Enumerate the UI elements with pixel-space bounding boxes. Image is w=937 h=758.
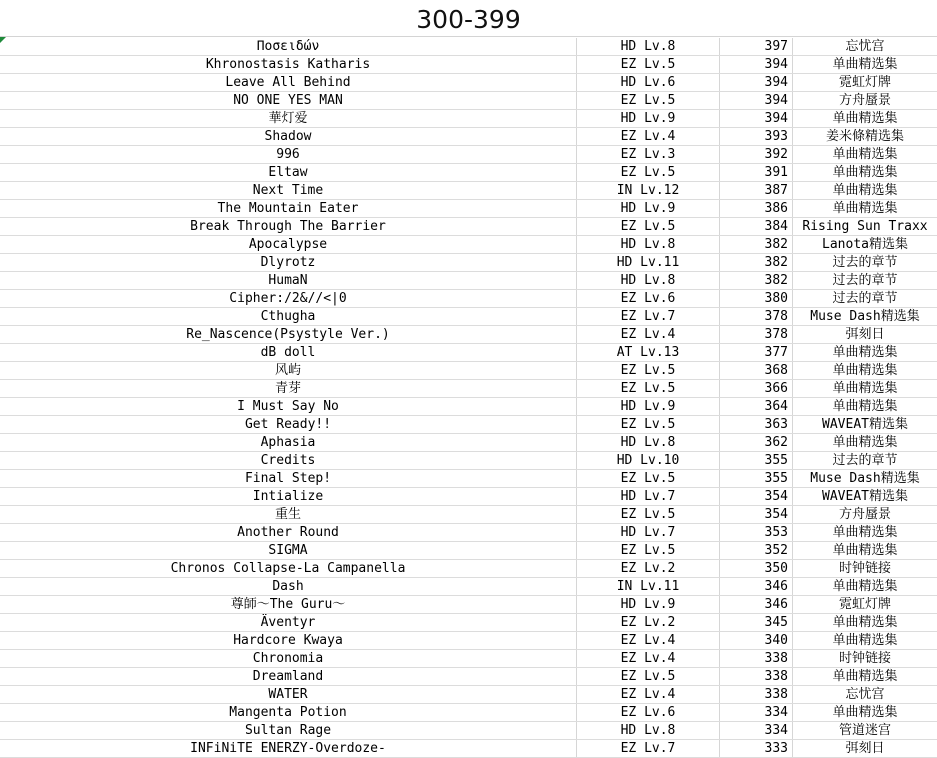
number-cell[interactable]: 355 bbox=[720, 470, 793, 487]
number-cell[interactable]: 338 bbox=[720, 686, 793, 703]
pack-cell[interactable]: 单曲精选集 bbox=[832, 543, 898, 558]
difficulty-cell[interactable]: HD Lv.9 bbox=[577, 200, 720, 217]
difficulty-cell[interactable]: EZ Lv.5 bbox=[577, 164, 720, 181]
song-cell[interactable]: 青芽 bbox=[0, 380, 577, 397]
difficulty-cell[interactable]: HD Lv.8 bbox=[577, 236, 720, 253]
difficulty-cell[interactable]: EZ Lv.2 bbox=[577, 560, 720, 577]
difficulty-cell[interactable]: HD Lv.9 bbox=[577, 596, 720, 613]
table-row bbox=[0, 398, 937, 416]
song-cell[interactable]: Äventyr bbox=[0, 614, 577, 631]
difficulty-cell[interactable]: IN Lv.11 bbox=[577, 578, 720, 595]
table-row bbox=[0, 686, 937, 704]
song-cell[interactable]: Intialize bbox=[0, 488, 577, 505]
song-cell[interactable]: 996 bbox=[0, 146, 577, 163]
difficulty-cell[interactable]: HD Lv.10 bbox=[577, 452, 720, 469]
difficulty-cell[interactable]: HD Lv.11 bbox=[577, 254, 720, 271]
data-rows bbox=[0, 38, 937, 758]
number-cell[interactable]: 362 bbox=[720, 434, 793, 451]
pack-cell[interactable]: 忘忧宫 bbox=[845, 687, 885, 702]
number-cell[interactable]: 368 bbox=[720, 362, 793, 379]
song-cell[interactable]: Apocalypse bbox=[0, 236, 577, 253]
table-row bbox=[0, 488, 937, 506]
difficulty-cell[interactable]: EZ Lv.5 bbox=[577, 218, 720, 235]
song-cell[interactable]: Chronos Collapse-La Campanella bbox=[0, 560, 577, 577]
table-row bbox=[0, 326, 937, 344]
title-cell[interactable] bbox=[0, 0, 937, 37]
number-cell[interactable]: 334 bbox=[720, 704, 793, 721]
song-cell[interactable]: Get Ready!! bbox=[0, 416, 577, 433]
table-row bbox=[0, 110, 937, 128]
song-cell[interactable]: 華灯爱 bbox=[0, 110, 577, 127]
pack-cell[interactable]: 霓虹灯牌 bbox=[838, 597, 891, 612]
table-row bbox=[0, 542, 937, 560]
difficulty-cell[interactable]: EZ Lv.4 bbox=[577, 326, 720, 343]
difficulty-cell[interactable]: EZ Lv.5 bbox=[577, 56, 720, 73]
number-cell[interactable]: 378 bbox=[720, 308, 793, 325]
song-cell[interactable]: Re_Nascence(Psystyle Ver.) bbox=[0, 326, 577, 343]
number-cell[interactable]: 382 bbox=[720, 254, 793, 271]
difficulty-cell[interactable]: EZ Lv.5 bbox=[577, 92, 720, 109]
pack-cell[interactable]: 时钟链接 bbox=[838, 561, 891, 576]
song-cell[interactable]: 尊師～The Guru～ bbox=[0, 596, 577, 613]
number-cell[interactable]: 333 bbox=[720, 740, 793, 757]
pack-cell[interactable]: 单曲精选集 bbox=[832, 345, 898, 360]
pack-cell[interactable]: 单曲精选集 bbox=[832, 579, 898, 594]
difficulty-cell[interactable]: HD Lv.9 bbox=[577, 398, 720, 415]
pack-cell[interactable]: 过去的章节 bbox=[832, 273, 898, 288]
table-row bbox=[0, 362, 937, 380]
song-cell[interactable]: INFiNiTE ENERZY-Overdoze- bbox=[0, 740, 577, 757]
table-row bbox=[0, 74, 937, 92]
difficulty-cell[interactable]: HD Lv.7 bbox=[577, 488, 720, 505]
pack-cell[interactable]: 时钟链接 bbox=[838, 651, 891, 666]
table-row bbox=[0, 92, 937, 110]
pack-cell[interactable]: 过去的章节 bbox=[832, 255, 898, 270]
number-cell[interactable]: 354 bbox=[720, 506, 793, 523]
table-row bbox=[0, 272, 937, 290]
pack-cell[interactable]: 忘忧宫 bbox=[845, 39, 885, 54]
pack-cell[interactable]: 过去的章节 bbox=[832, 291, 898, 306]
table-row bbox=[0, 614, 937, 632]
number-cell[interactable]: 354 bbox=[720, 488, 793, 505]
song-cell[interactable]: Cthugha bbox=[0, 308, 577, 325]
table-row bbox=[0, 632, 937, 650]
table-row bbox=[0, 200, 937, 218]
difficulty-cell[interactable]: EZ Lv.5 bbox=[577, 380, 720, 397]
pack-cell[interactable]: 弭刻日 bbox=[845, 327, 885, 342]
difficulty-cell[interactable]: EZ Lv.5 bbox=[577, 668, 720, 685]
difficulty-cell[interactable]: EZ Lv.6 bbox=[577, 290, 720, 307]
song-cell[interactable]: Shadow bbox=[0, 128, 577, 145]
song-cell[interactable]: NO ONE YES MAN bbox=[0, 92, 577, 109]
song-cell[interactable]: Credits bbox=[0, 452, 577, 469]
number-cell[interactable]: 394 bbox=[720, 56, 793, 73]
difficulty-cell[interactable]: HD Lv.8 bbox=[577, 38, 720, 55]
song-cell[interactable]: Dlyrotz bbox=[0, 254, 577, 271]
table-row bbox=[0, 38, 937, 56]
table-row bbox=[0, 218, 937, 236]
pack-cell[interactable]: 单曲精选集 bbox=[832, 615, 898, 630]
number-cell[interactable]: 340 bbox=[720, 632, 793, 649]
number-cell[interactable]: 393 bbox=[720, 128, 793, 145]
difficulty-cell[interactable]: EZ Lv.5 bbox=[577, 506, 720, 523]
pack-cell[interactable]: Rising Sun Traxx bbox=[802, 219, 928, 234]
number-cell[interactable]: 382 bbox=[720, 272, 793, 289]
difficulty-cell[interactable]: EZ Lv.4 bbox=[577, 650, 720, 667]
table-row bbox=[0, 434, 937, 452]
number-cell[interactable]: 387 bbox=[720, 182, 793, 199]
pack-cell[interactable]: 单曲精选集 bbox=[832, 525, 898, 540]
song-cell[interactable]: WATER bbox=[0, 686, 577, 703]
pack-cell[interactable]: 霓虹灯牌 bbox=[838, 75, 891, 90]
table-row bbox=[0, 380, 937, 398]
song-cell[interactable]: Chronomia bbox=[0, 650, 577, 667]
table-row bbox=[0, 164, 937, 182]
difficulty-cell[interactable]: EZ Lv.6 bbox=[577, 704, 720, 721]
difficulty-cell[interactable]: EZ Lv.2 bbox=[577, 614, 720, 631]
song-cell[interactable]: SIGMA bbox=[0, 542, 577, 559]
table-row bbox=[0, 596, 937, 614]
number-cell[interactable]: 394 bbox=[720, 74, 793, 91]
pack-cell[interactable]: 单曲精选集 bbox=[832, 111, 898, 126]
table-row bbox=[0, 524, 937, 542]
song-cell[interactable]: Eltaw bbox=[0, 164, 577, 181]
difficulty-cell[interactable]: EZ Lv.5 bbox=[577, 542, 720, 559]
table-row bbox=[0, 182, 937, 200]
number-cell[interactable]: 386 bbox=[720, 200, 793, 217]
difficulty-cell[interactable]: HD Lv.7 bbox=[577, 524, 720, 541]
pack-cell[interactable]: WAVEAT精选集 bbox=[822, 489, 908, 504]
difficulty-cell[interactable]: EZ Lv.7 bbox=[577, 308, 720, 325]
song-cell[interactable]: HumaN bbox=[0, 272, 577, 289]
difficulty-cell[interactable]: EZ Lv.4 bbox=[577, 632, 720, 649]
number-cell[interactable]: 355 bbox=[720, 452, 793, 469]
table-row bbox=[0, 668, 937, 686]
pack-cell[interactable]: 弭刻日 bbox=[845, 741, 885, 756]
song-cell[interactable]: Dash bbox=[0, 578, 577, 595]
number-cell[interactable]: 363 bbox=[720, 416, 793, 433]
number-cell[interactable]: 394 bbox=[720, 110, 793, 127]
number-cell[interactable]: 382 bbox=[720, 236, 793, 253]
pack-cell[interactable]: 单曲精选集 bbox=[832, 399, 898, 414]
table-row bbox=[0, 308, 937, 326]
difficulty-cell[interactable]: EZ Lv.5 bbox=[577, 416, 720, 433]
number-cell[interactable]: 391 bbox=[720, 164, 793, 181]
song-cell[interactable]: Ποσειδών bbox=[0, 38, 577, 55]
pack-cell[interactable]: WAVEAT精选集 bbox=[822, 417, 908, 432]
pack-cell[interactable]: 单曲精选集 bbox=[832, 633, 898, 648]
number-cell[interactable]: 338 bbox=[720, 650, 793, 667]
pack-cell[interactable]: 单曲精选集 bbox=[832, 435, 898, 450]
table-row bbox=[0, 722, 937, 740]
table-row bbox=[0, 290, 937, 308]
table-row bbox=[0, 452, 937, 470]
difficulty-cell[interactable]: EZ Lv.4 bbox=[577, 686, 720, 703]
table-row bbox=[0, 578, 937, 596]
song-cell[interactable]: 重生 bbox=[0, 506, 577, 523]
song-cell[interactable]: Another Round bbox=[0, 524, 577, 541]
table-row bbox=[0, 506, 937, 524]
difficulty-cell[interactable]: EZ Lv.7 bbox=[577, 740, 720, 757]
number-cell[interactable]: 346 bbox=[720, 596, 793, 613]
pack-cell[interactable]: 单曲精选集 bbox=[832, 669, 898, 684]
pack-cell[interactable]: 单曲精选集 bbox=[832, 57, 898, 72]
difficulty-cell[interactable]: HD Lv.8 bbox=[577, 272, 720, 289]
pack-cell[interactable]: 单曲精选集 bbox=[832, 165, 898, 180]
pack-cell[interactable]: 过去的章节 bbox=[832, 453, 898, 468]
difficulty-cell[interactable]: EZ Lv.4 bbox=[577, 128, 720, 145]
table-row bbox=[0, 56, 937, 74]
table-row bbox=[0, 560, 937, 578]
song-cell[interactable]: Hardcore Kwaya bbox=[0, 632, 577, 649]
song-cell[interactable]: 风屿 bbox=[0, 362, 577, 379]
table-row bbox=[0, 704, 937, 722]
number-cell[interactable]: 334 bbox=[720, 722, 793, 739]
number-cell[interactable]: 346 bbox=[720, 578, 793, 595]
song-cell[interactable]: I Must Say No bbox=[0, 398, 577, 415]
difficulty-cell[interactable]: HD Lv.8 bbox=[577, 434, 720, 451]
song-cell[interactable]: Cipher:/2&//<|0 bbox=[0, 290, 577, 307]
song-cell[interactable]: Next Time bbox=[0, 182, 577, 199]
number-cell[interactable]: 352 bbox=[720, 542, 793, 559]
pack-cell[interactable]: 单曲精选集 bbox=[832, 147, 898, 162]
number-cell[interactable]: 378 bbox=[720, 326, 793, 343]
table-row bbox=[0, 470, 937, 488]
pack-cell[interactable]: 单曲精选集 bbox=[832, 705, 898, 720]
table-row bbox=[0, 650, 937, 668]
number-cell[interactable]: 345 bbox=[720, 614, 793, 631]
number-cell[interactable]: 377 bbox=[720, 344, 793, 361]
number-cell[interactable]: 350 bbox=[720, 560, 793, 577]
number-cell[interactable]: 364 bbox=[720, 398, 793, 415]
song-cell[interactable]: Khronostasis Katharis bbox=[0, 56, 577, 73]
difficulty-cell[interactable]: AT Lv.13 bbox=[577, 344, 720, 361]
difficulty-cell[interactable]: HD Lv.6 bbox=[577, 74, 720, 91]
table-row bbox=[0, 236, 937, 254]
number-cell[interactable]: 392 bbox=[720, 146, 793, 163]
pack-cell[interactable]: 方舟蜃景 bbox=[838, 507, 891, 522]
pack-cell[interactable]: 姜米條精选集 bbox=[825, 129, 904, 144]
difficulty-cell[interactable]: HD Lv.9 bbox=[577, 110, 720, 127]
difficulty-cell[interactable]: HD Lv.8 bbox=[577, 722, 720, 739]
difficulty-cell[interactable]: EZ Lv.5 bbox=[577, 470, 720, 487]
number-cell[interactable]: 394 bbox=[720, 92, 793, 109]
number-cell[interactable]: 366 bbox=[720, 380, 793, 397]
sheet-title: 300-399 bbox=[416, 5, 521, 34]
pack-cell[interactable]: 单曲精选集 bbox=[832, 381, 898, 396]
pack-cell[interactable]: Muse Dash精选集 bbox=[810, 309, 920, 324]
number-cell[interactable]: 338 bbox=[720, 668, 793, 685]
number-cell[interactable]: 353 bbox=[720, 524, 793, 541]
table-row bbox=[0, 416, 937, 434]
song-cell[interactable]: Aphasia bbox=[0, 434, 577, 451]
table-row bbox=[0, 344, 937, 362]
song-cell[interactable]: Final Step! bbox=[0, 470, 577, 487]
number-cell[interactable]: 397 bbox=[720, 38, 793, 55]
difficulty-cell[interactable]: EZ Lv.3 bbox=[577, 146, 720, 163]
pack-cell[interactable]: Muse Dash精选集 bbox=[810, 471, 920, 486]
table-row bbox=[0, 254, 937, 272]
song-cell[interactable]: Sultan Rage bbox=[0, 722, 577, 739]
pack-cell[interactable]: 方舟蜃景 bbox=[838, 93, 891, 108]
table-row bbox=[0, 146, 937, 164]
difficulty-cell[interactable]: EZ Lv.5 bbox=[577, 362, 720, 379]
song-cell[interactable]: dB doll bbox=[0, 344, 577, 361]
song-cell[interactable]: The Mountain Eater bbox=[0, 200, 577, 217]
difficulty-cell[interactable]: IN Lv.12 bbox=[577, 182, 720, 199]
song-cell[interactable]: Leave All Behind bbox=[0, 74, 577, 91]
table-row bbox=[0, 740, 937, 758]
song-cell[interactable]: Dreamland bbox=[0, 668, 577, 685]
song-cell[interactable]: Mangenta Potion bbox=[0, 704, 577, 721]
pack-cell[interactable]: 单曲精选集 bbox=[832, 183, 898, 198]
pack-cell[interactable]: 单曲精选集 bbox=[832, 201, 898, 216]
number-cell[interactable]: 384 bbox=[720, 218, 793, 235]
pack-cell[interactable]: 单曲精选集 bbox=[832, 363, 898, 378]
song-cell[interactable]: Break Through The Barrier bbox=[0, 218, 577, 235]
table-row bbox=[0, 128, 937, 146]
pack-cell[interactable]: Lanota精选集 bbox=[822, 237, 908, 252]
pack-cell[interactable]: 管道迷宫 bbox=[838, 723, 891, 738]
number-cell[interactable]: 380 bbox=[720, 290, 793, 307]
